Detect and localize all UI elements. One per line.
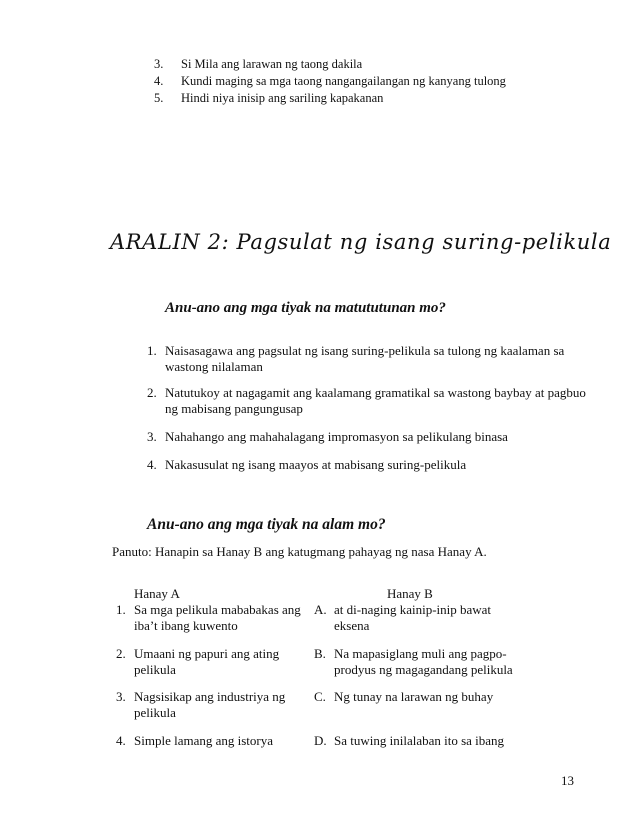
objective-text: Natutukoy at nagagamit ang kaalamang gramatikal sa wastong baybay at pagbuo — [165, 385, 586, 400]
hanay-a-number: 3. — [116, 689, 126, 704]
hanay-b-header: Hanay B — [387, 586, 433, 601]
list-item-number: 5. — [154, 91, 164, 105]
hanay-b-text: Na mapasiglang muli ang pagpo- — [334, 646, 507, 661]
hanay-b-text-cont: eksena — [334, 618, 370, 633]
list-item-text: Kundi maging sa mga taong nangangailangan ng kanyang tulong — [181, 74, 506, 88]
list-item-text: Hindi niya inisip ang sariling kapakanan — [181, 91, 384, 105]
hanay-a-text: Umaani ng papuri ang ating — [134, 646, 280, 661]
list-item-number: 4. — [154, 74, 164, 88]
objective-text: Naisasagawa ang pagsulat ng isang suring-pelikula sa tulong ng kaalaman sa — [165, 343, 565, 358]
hanay-a-number: 4. — [116, 733, 126, 748]
hanay-a-number: 1. — [116, 602, 126, 617]
hanay-a-text: Sa mga pelikula mababakas ang — [134, 602, 301, 617]
knowledge-heading: Anu-ano ang mga tiyak na alam mo? — [147, 516, 386, 533]
objective-number: 4. — [147, 457, 157, 472]
hanay-b-text: Sa tuwing inilalaban ito sa ibang — [334, 733, 505, 748]
objective-number: 2. — [147, 385, 157, 400]
hanay-a-number: 2. — [116, 646, 126, 661]
hanay-a-text-cont: pelikula — [134, 705, 176, 720]
hanay-b-text: Ng tunay na larawan ng buhay — [334, 689, 494, 704]
hanay-a-text: Simple lamang ang istorya — [134, 733, 274, 748]
hanay-b-letter: A. — [314, 602, 327, 617]
hanay-b-letter: D. — [314, 733, 327, 748]
lesson-title: ARALIN 2: Pagsulat ng isang suring-pelikula — [110, 230, 612, 254]
hanay-a-text-cont: pelikula — [134, 662, 176, 677]
objective-text: Nahahango ang mahahalagang impromasyon sa pelikulang binasa — [165, 429, 508, 444]
hanay-a-text-cont: iba’t ibang kuwento — [134, 618, 238, 633]
list-item-text: Si Mila ang larawan ng taong dakila — [181, 57, 363, 71]
hanay-b-text-cont: prodyus ng magagandang pelikula — [334, 662, 513, 677]
list-item-number: 3. — [154, 57, 164, 71]
hanay-b-letter: C. — [314, 689, 326, 704]
objective-text-cont: ng mabisang pangungusap — [165, 401, 303, 416]
objective-text-cont: wastong nilalaman — [165, 359, 263, 374]
instructions: Panuto: Hanapin sa Hanay B ang katugmang pahayag ng nasa Hanay A. — [112, 544, 487, 559]
hanay-b-text: at di-naging kainip-inip bawat — [334, 602, 492, 617]
hanay-a-text: Nagsisikap ang industriya ng — [134, 689, 286, 704]
objective-text: Nakasusulat ng isang maayos at mabisang suring-pelikula — [165, 457, 467, 472]
hanay-a-header: Hanay A — [134, 586, 180, 601]
objectives-heading: Anu-ano ang mga tiyak na matututunan mo? — [165, 300, 446, 316]
objective-number: 1. — [147, 343, 157, 358]
objective-number: 3. — [147, 429, 157, 444]
page-number: 13 — [561, 773, 574, 788]
hanay-b-letter: B. — [314, 646, 326, 661]
